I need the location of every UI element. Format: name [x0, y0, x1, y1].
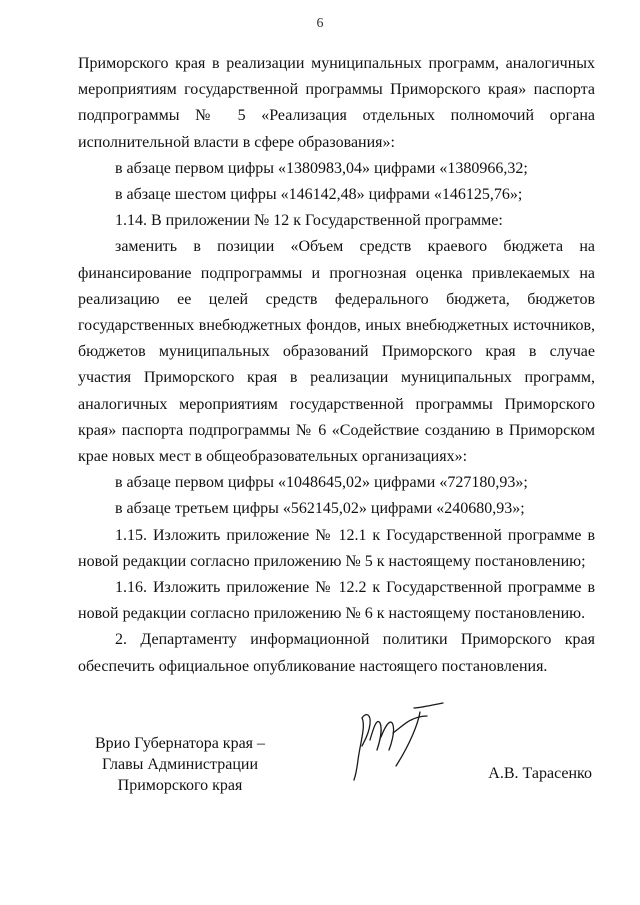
- paragraph-replace-position: заменить в позиции «Объем средств краевого бюджета на финансирование подпрограммы и прогнозная оценка привлекаемых на реализацию ее целей средств федерального бюджета, бюджетов государственных внебюджетных фондов, иных внебюджетных источников, бюджетов муниципальных образований Приморского края в случае участия Приморского края в реализации муниципальных программ, аналогичных мероприятиям государственной программы Приморского края» паспорта подпрограммы № 6 «Содействие созданию в Приморском крае новых мест в общеобразовательных организациях»:: [78, 238, 595, 466]
- handwritten-signature: [348, 700, 448, 785]
- paragraph-amount-4: в абзаце третьем цифры «562145,02» цифрами «240680,93»;: [115, 500, 525, 518]
- paragraph-amount-3: в абзаце первом цифры «1048645,02» цифрами «727180,93»;: [115, 474, 528, 492]
- signer-title-line-2: Главы Администрации: [101, 756, 259, 773]
- paragraph-amount-2: в абзаце шестом цифры «146142,48» цифрами «146125,76»;: [115, 186, 523, 204]
- paragraph-item-1-14: 1.14. В приложении № 12 к Государственной программе:: [115, 212, 503, 230]
- paragraph-continuation: Приморского края в реализации муниципальных программ, аналогичных мероприятиям государственной программы Приморского края» паспорта подпрограммы № 5 «Реализация отдельных полномочий органа исполнительной власти в сфере образования»:: [78, 55, 595, 151]
- signer-name: А.В. Тарасенко: [488, 765, 592, 782]
- paragraph-item-1-16: 1.16. Изложить приложение № 12.2 к Государственной программе в новой редакции согласно приложению № 6 к настоящему постановлению.: [78, 579, 595, 623]
- signer-title-line-1: Врио Губернатора края –: [94, 735, 266, 752]
- paragraph-amount-1: в абзаце первом цифры «1380983,04» цифрами «1380966,32;: [115, 159, 528, 177]
- page-number: 6: [316, 16, 324, 31]
- signer-title-line-3: Приморского края: [117, 777, 243, 794]
- paragraph-item-2: 2. Департаменту информационной политики Приморского края обеспечить официальное опубликование настоящего постановления.: [78, 631, 595, 675]
- paragraph-item-1-15: 1.15. Изложить приложение № 12.1 к Государственной программе в новой редакции согласно приложению № 5 к настоящему постановлению;: [78, 526, 595, 570]
- signer-title: [80, 733, 280, 796]
